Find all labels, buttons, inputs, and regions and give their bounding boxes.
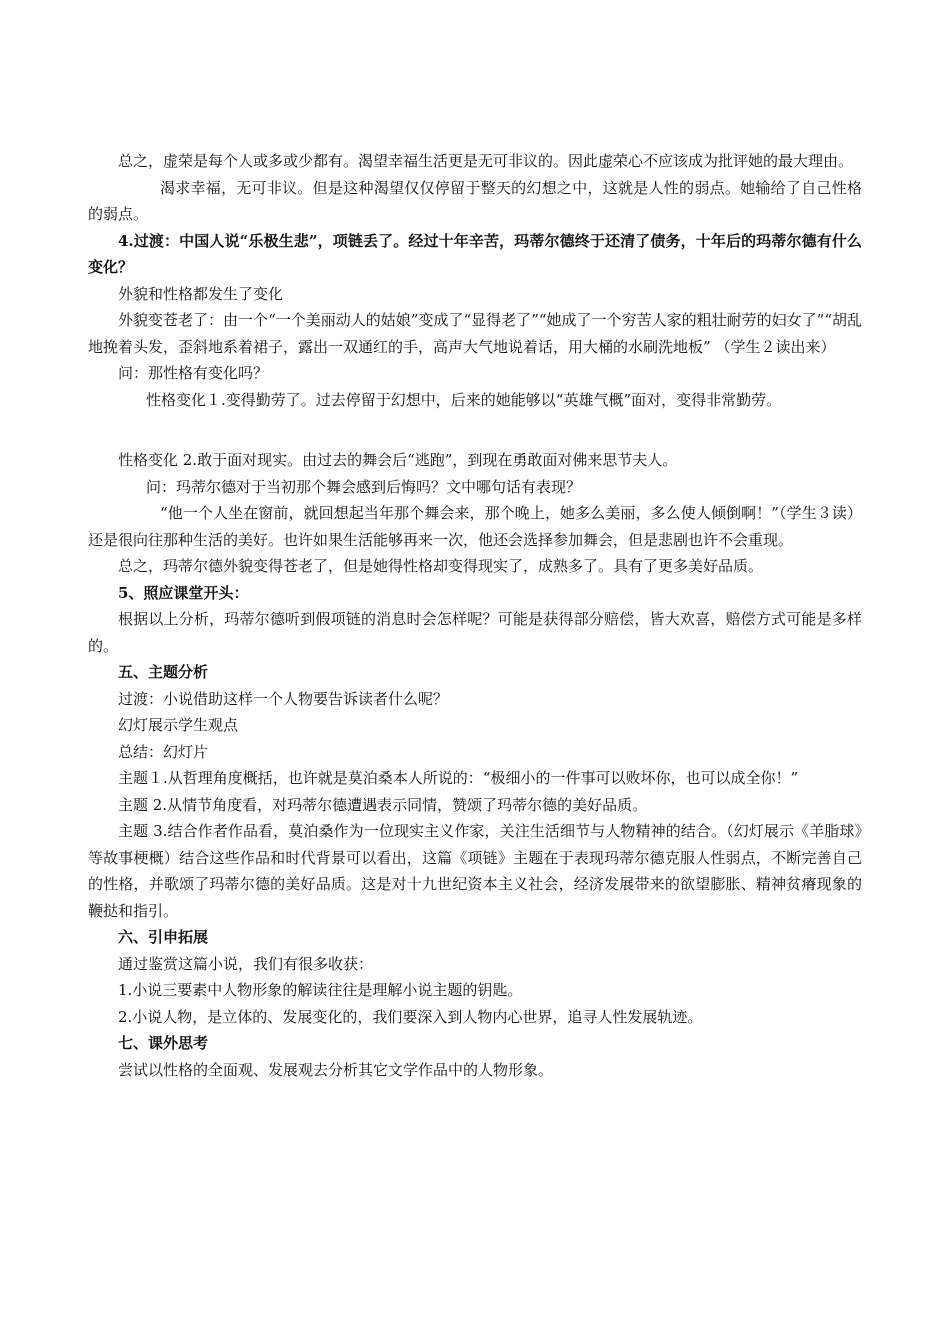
paragraph-slides-views: 幻灯展示学生观点 — [118, 716, 239, 734]
paragraph-gain-1: 1.小说三要素中人物形象的解读往往是理解小说主题的钥匙。 — [118, 981, 523, 999]
paragraph-summary-slides: 总结：幻灯片 — [118, 742, 209, 761]
paragraph-personality-change-1: 性格变化１.变得勤劳了。过去停留于幻想中，后来的她能够以“英雄气概”面对，变得非常勤劳。 — [146, 390, 782, 409]
paragraph-gain-2: 2.小说人物，是立体的、发展变化的，我们要深入到人物内心世界，追寻人性发展轨迹。 — [118, 1007, 703, 1026]
paragraph-desire-happiness: 渴求幸福，无可非议。但是这种渴望仅仅停留于整天的幻想之中，这就是人性的弱点。她输给了自己性格的弱点。 — [88, 178, 862, 223]
paragraph-mathilde-summary: 总之，玛蒂尔德外貌变得苍老了，但是她得性格却变得现实了，成熟多了。具有了更多美好品质。 — [118, 557, 764, 575]
paragraph-theme-1: 主题１.从哲理角度概括，也许就是莫泊桑本人所说的：“极细小的一件事可以败坏你，也可以成全你！” — [118, 769, 799, 787]
paragraph-vanity-summary: 总之，虚荣是每个人或多或少都有。渴望幸福生活更是无可非议的。因此虚荣心不应该成为批评她的最大理由。 — [118, 152, 854, 170]
paragraph-transition-theme: 过渡：小说借助这样一个人物要告诉读者什么呢？ — [118, 689, 449, 708]
paragraph-question-regret: 问：玛蒂尔德对于当初那个舞会感到后悔吗？文中哪句话有表现？ — [146, 477, 582, 496]
paragraph-appearance-aged: 外貌变苍老了：由一个“一个美丽动人的姑娘”变成了“显得老了”“她成了一个穷苦人家的粗壮耐劳的妇女了”“胡乱地挽着头发，歪斜地系着裙子，露出一双通红的手，高声大气地说着话，用大桶的水刷洗地板” （学生２读出来） — [88, 311, 862, 356]
paragraph-theme-3: 主题 3.结合作者作品看，莫泊桑作为一位现实主义作家，关注生活细节与人物精神的结合。（幻灯展示《羊脂球》等故事梗概）结合这些作品和时代背景可以看出，这篇《项链》主题在于表现玛蒂尔德克服人性弱点，不断完善自己的性格，并歌颂了玛蒂尔德的美好品质。这是对十九世纪资本主义社会，经济发展带来的欲望膨胀、精神贫瘠现象的鞭挞和指引。 — [88, 822, 862, 920]
document-body — [88, 148, 862, 1083]
heading-theme-analysis: 五、主题分析 — [118, 663, 209, 681]
paragraph-fake-necklace: 根据以上分析，玛蒂尔德听到假项链的消息时会怎样呢？可能是获得部分赔偿，皆大欢喜，赔偿方式可能是多样的。 — [88, 610, 862, 655]
paragraph-gains: 通过鉴赏这篇小说，我们有很多收获： — [118, 954, 374, 973]
heading-extension: 六、引申拓展 — [118, 928, 209, 946]
blank-line — [88, 413, 862, 447]
paragraph-after-class-task: 尝试以性格的全面观、发展观去分析其它文学作品中的人物形象。 — [118, 1060, 554, 1079]
paragraph-theme-2: 主题 2.从情节角度看，对玛蒂尔德遭遇表示同情，赞颂了玛蒂尔德的美好品质。 — [118, 795, 648, 814]
heading-after-class: 七、课外思考 — [118, 1034, 209, 1052]
paragraph-personality-change-2: 性格变化 2.敢于面对现实。由过去的舞会后“逃跑”，到现在勇敢面对佛来思节夫人。 — [118, 451, 678, 469]
paragraph-question-personality: 问：那性格有变化吗？ — [118, 364, 269, 382]
paragraph-appearance-personality: 外貌和性格都发生了变化 — [118, 284, 284, 303]
heading-transition-4: 4.过渡：中国人说“乐极生悲”，项链丢了。经过十年辛苦，玛蒂尔德终于还清了债务，十年后的玛蒂尔德有什么变化？ — [88, 231, 862, 276]
paragraph-quote-window: “他一个人坐在窗前，就回想起当年那个舞会来，那个晚上，她多么美丽，多么使人倾倒啊！”（学生３读）还是很向往那种生活的美好。也许如果生活能够再来一次，他还会选择参加舞会，但是悲剧也许不会重现。 — [88, 504, 862, 549]
heading-callback-5: 5、照应课堂开头： — [118, 583, 249, 602]
